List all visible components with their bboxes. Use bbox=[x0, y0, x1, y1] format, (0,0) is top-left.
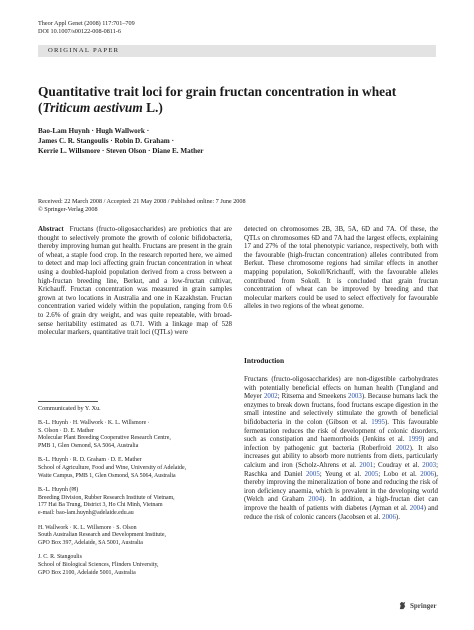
affiliation-line: B.-L. Huynh · R. D. Graham · D. E. Mather bbox=[38, 457, 142, 464]
author-line: James C. R. Stangoulis · Robin D. Graham · bbox=[38, 137, 174, 145]
affiliation-line: GPO Box 397, Adelaide, SA 5001, Australia bbox=[38, 539, 143, 546]
affiliation-line: School of Biological Sciences, Flinders University, bbox=[38, 561, 159, 568]
citation-link[interactable]: 1999 bbox=[408, 436, 423, 444]
affiliation-line: South Australian Research and Development Institute, bbox=[38, 532, 166, 539]
intro-text-segment: ). bbox=[395, 513, 400, 521]
affiliation-block bbox=[38, 457, 232, 480]
intro-text-segment: ). In addition, a high-fructan diet can improve the health of patients with diabetes (Ayman et al. bbox=[244, 496, 438, 512]
intro-text-segment: ), thereby improving the mineralization of bone and reducing the risk of iron deficiency anaemia, which is prevalent in the developing world (Welch and Graham bbox=[244, 470, 439, 504]
citation-link[interactable]: 2003 bbox=[422, 461, 437, 469]
publisher-logo bbox=[398, 601, 436, 610]
affiliation-line: Waite Campus, PMB 1, Glen Osmond, SA 5064, Australia bbox=[38, 472, 176, 479]
citation-link[interactable]: 1995 bbox=[371, 418, 385, 426]
affiliation-line: Molecular Plant Breeding Cooperative Research Centre, bbox=[38, 435, 171, 442]
affiliation-block bbox=[38, 554, 232, 577]
abstract-left bbox=[38, 226, 232, 338]
footnote-rule bbox=[38, 401, 98, 402]
intro-text-segment: ). It also increases gut ability to absorb more nutrients from diets, particularly calcium and iron (Scholz-Ahrens et al. bbox=[244, 444, 438, 469]
article-type-banner: ORIGINAL PAPER bbox=[38, 45, 436, 57]
intro-text-segment: ; Raschka and Daniel bbox=[244, 461, 438, 478]
abstract-text-left: Fructans (fructo-oligosaccharides) are prebiotics that are thought to selectively promote the growth of colonic bifidobacteria, thereby improving human gut health. Fructans are present in the grain of wheat, a staple food crop. In the research reported here, we aimed to detect and map loci affecting grain fructan concentration in wheat using a doubled-haploid population derived from a cross between a high-fructan breeding line, Berkut, and a low-fructan cultivar, Krichauff. Fructan concentration was measured in grain samples grown at two locations in Australia and one in Kazakhstan. Fructan concentration varied widely within the population, ranging from 0.6 to 2.6% of grain dry weight, and was quite repeatable, with broad-sense heritability estimated as 0.71. With a linkage map of 528 molecular markers, quantitative trait loci (QTLs) were bbox=[38, 226, 232, 337]
affiliation-block bbox=[38, 420, 232, 450]
affiliation-line: B.-L. Huynh · H. Wallwork · K. L. Willsmore · bbox=[38, 420, 150, 426]
publisher-name: Springer bbox=[410, 601, 437, 610]
citation-link[interactable]: 2003 bbox=[348, 393, 362, 401]
citation-link[interactable]: 2002 bbox=[395, 444, 410, 452]
intro-text-segment: ) and infection by pathogenic gut bacteria (Roberfroid bbox=[244, 436, 439, 452]
citation-link[interactable]: 2001 bbox=[359, 461, 374, 469]
affiliation-block bbox=[38, 525, 232, 548]
intro-text-segment: ; Ritsema and Smeekens bbox=[277, 393, 349, 401]
intro-text-segment: ). Because humans lack the enzymes to break down fructans, food fructans escape digestion in the small intestine and selectively stimulate the growth of beneficial bifidobacteria in the colon (Gibson et al. bbox=[244, 393, 439, 426]
affiliation-line: PMB 1, Glen Osmond, SA 5064, Australia bbox=[38, 442, 139, 449]
author-line: Kerrie L. Willsmore · Steven Olson · Diane E. Mather bbox=[38, 147, 204, 155]
intro-text-segment: ). This favourable fermentation reduces the risk of development of colonic disorders, such as constipation and haemorrhoids (Jenkins et al. bbox=[244, 418, 438, 444]
article-title bbox=[38, 84, 438, 115]
intro-text-segment: ; Coudray et al. bbox=[373, 461, 423, 469]
communicated-by: Communicated by Y. Xu. bbox=[38, 405, 101, 412]
affiliation-line: GPO Box 2100, Adelaide 5001, Australia bbox=[38, 569, 136, 576]
citation-link[interactable]: 2006 bbox=[420, 470, 434, 478]
journal-header bbox=[38, 20, 135, 36]
intro-text-segment: ; Yeung et al. bbox=[319, 470, 365, 478]
author-line: Bao-Lam Huynh · Hugh Wallwork · bbox=[38, 127, 150, 135]
title-species: Triticum aestivum bbox=[42, 99, 143, 115]
title-end: L.) bbox=[142, 99, 163, 115]
publication-dates bbox=[38, 198, 438, 215]
citation-link[interactable]: 2005 bbox=[364, 470, 379, 478]
affiliation-line: e-mail: bao-lam.huynh@adelaide.edu.au bbox=[38, 509, 134, 516]
affiliation-line: J. C. R. Stangoulis bbox=[38, 554, 82, 561]
copyright-line: © Springer-Verlag 2008 bbox=[38, 206, 98, 214]
affiliation-line: Breeding Division, Rubber Research Institute of Vietnam, bbox=[38, 494, 175, 501]
springer-horse-icon bbox=[398, 601, 407, 610]
citation-link[interactable]: 2004 bbox=[409, 504, 424, 512]
affiliation-line: H. Wallwork · K. L. Willsmore · S. Olson bbox=[38, 524, 137, 531]
citation-link[interactable]: 2006 bbox=[382, 513, 396, 521]
affiliation-line: 177 Hai Ba Trung, District 3, Ho Chi Minh, Vietnam bbox=[38, 502, 163, 509]
intro-text-segment: ) and reduce the risk of colonic cancers (Jacobsen et al. bbox=[244, 504, 439, 521]
affiliation-line: B.-L. Huynh (✉) bbox=[38, 487, 79, 494]
citation-link[interactable]: 2004 bbox=[308, 496, 323, 504]
history-line: Received: 22 March 2008 / Accepted: 21 May 2008 / Published online: 7 June 2008 bbox=[38, 198, 246, 205]
author-list bbox=[38, 126, 358, 156]
affiliations bbox=[38, 420, 232, 584]
doi-line: DOI 10.1007/s00122-008-0811-6 bbox=[38, 28, 121, 35]
citation-link[interactable]: 2002 bbox=[263, 393, 278, 401]
abstract-right bbox=[244, 226, 438, 312]
abstract-label: Abstract bbox=[38, 226, 64, 233]
affiliation-block bbox=[38, 487, 232, 517]
introduction-text bbox=[244, 376, 438, 522]
abstract-text-right: detected on chromosomes 2B, 3B, 5A, 6D and 7A. Of these, the QTLs on chromosomes 6D and 7A had the largest effects, explaining 17 and 27% of the total phenotypic variance, respectively, both with the favourable (high-fructan concentration) alleles contributed from Berkut. These chromosome regions had similar effects in another mapping population, Sokoll/Krichauff, with the favourable alleles contributed from Sokoll. It is concluded that grain fructan concentration of wheat can be improved by breeding and that molecular markers could be used to select effectively for favourable alleles in two regions of the wheat genome. bbox=[244, 226, 438, 311]
journal-citation: Theor Appl Genet (2008) 117:701–709 bbox=[38, 20, 135, 27]
citation-link[interactable]: 2005 bbox=[305, 470, 320, 478]
affiliation-line: S. Olson · D. E. Mather bbox=[38, 427, 94, 434]
title-main: Quantitative trait loci for grain fructan concentration in wheat ( bbox=[38, 84, 397, 115]
intro-text-segment: Fructans (fructo-oligosaccharides) are non-digestible carbohydrates with potentially beneficial effects on human health (Tungland and Meyer bbox=[244, 376, 438, 401]
intro-text-segment: ; Lobo et al. bbox=[378, 470, 421, 478]
introduction-heading: Introduction bbox=[244, 356, 285, 365]
affiliation-line: School of Agriculture, Food and Wine, University of Adelaide, bbox=[38, 464, 187, 471]
